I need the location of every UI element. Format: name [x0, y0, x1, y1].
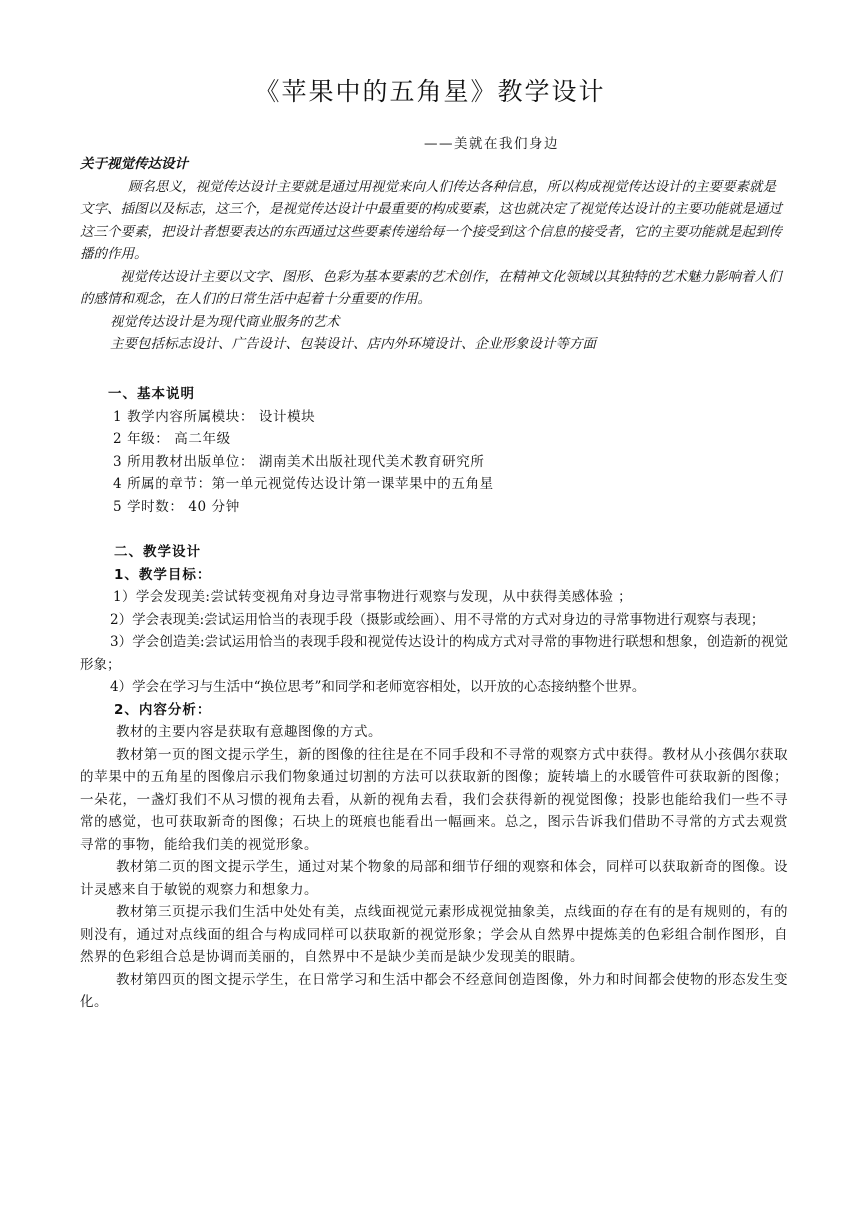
content-paragraph: 教材第一页的图文提示学生，新的图像的往往是在不同手段和不寻常的观察方式中获得。教材从小孩偶尔获取的苹果中的五角星的图像启示我们物象通过切割的方法可以获取新的图像；旋转墙上的水暖管件可获取新的图像；一朵花，一盏灯我们不从习惯的视角去看，从新的视角去看，我们会获得新的视觉图像；投影也能给我们一些不寻常的感觉，也可获取新奇的图像；石块上的斑痕也能看出一幅画来。总之，图示告诉我们借助不寻常的方式去观赏寻常的事物，能给我们美的视觉形象。: [80, 746, 788, 853]
basic-info-item: 2 年级： 高二年级: [113, 431, 231, 447]
basic-info-item: 1 教学内容所属模块： 设计模块: [113, 408, 316, 425]
intro-heading: 关于视觉传达设计: [80, 156, 188, 172]
goal-item: 4）学会在学习与生活中“换位思考”和同学和老师宽容相处，以开放的心态接纳整个世界。: [110, 679, 646, 695]
content-paragraph: 教材第四页的图文提示学生，在日常学习和生活中都会不经意间创造图像，外力和时间都会使物的形态发生变化。: [80, 971, 788, 1010]
goal-item: 1）学会发现美:尝试转变视角对身边寻常事物进行观察与发现，从中获得美感体验 ；: [113, 589, 633, 605]
document-title: 《苹果中的五角星》教学设计: [254, 77, 606, 106]
basic-info-item: 5 学时数： 40 分钟: [113, 498, 240, 515]
content-analysis-heading: 2、内容分析：: [114, 701, 212, 718]
basic-info-item: 4 所属的章节：第一单元视觉传达设计第一课苹果中的五角星: [113, 476, 494, 492]
content-paragraph: 教材第二页的图文提示学生，通过对某个物象的局部和细节仔细的观察和体会，同样可以获取新奇的图像。设计灵感来自于敏锐的观察力和想象力。: [80, 859, 788, 898]
intro-paragraph-3: 视觉传达设计是为现代商业服务的艺术: [110, 313, 340, 330]
teaching-design-section: [80, 541, 788, 1014]
basic-info-section: [80, 383, 788, 518]
goal-item: 2）学会表现美:尝试运用恰当的表现手段（摄影或绘画）、用不寻常的方式对身边的寻常事物进行观察与表现；: [110, 611, 765, 628]
document-subtitle: ——美就在我们身边: [424, 136, 559, 152]
content-paragraph: 教材第三页提示我们生活中处处有美，点线面视觉元素形成视觉抽象美，点线面的存在有的是有规则的，有的则没有，通过对点线面的组合与构成同样可以获取新的视觉形象；学会从自然界中提炼美的色彩组合制作图形，自然界的色彩组合总是协调而美丽的，自然界中不是缺少美而是缺少发现美的眼睛。: [80, 904, 788, 965]
goals-heading: 1、教学目标：: [114, 566, 212, 583]
intro-paragraph-2: 视觉传达设计主要以文字、图形、色彩为基本要素的艺术创作，在精神文化领域以其独特的艺术魅力影响着人们的感情和观念，在人们的日常生活中起着十分重要的作用。: [80, 268, 782, 307]
content-paragraph: 教材的主要内容是获取有意趣图像的方式。: [116, 724, 382, 740]
intro-paragraph-4: 主要包括标志设计、广告设计、包装设计、店内外环境设计、企业形象设计等方面: [110, 336, 596, 352]
intro-paragraph-1: 顾名思义，视觉传达设计主要就是通过用视觉来向人们传达各种信息，所以构成视觉传达设计的主要要素就是文字、插图以及标志，这三个，是视觉传达设计中最重要的构成要素，这也就决定了视觉传达设计的主要功能就是通过这三个要素，把设计者想要表达的东西通过这些要素传递给每一个接受到这个信息的接受者，它的主要功能就是起到传播的作用。: [80, 178, 782, 262]
intro-section: [80, 153, 788, 356]
basic-info-item: 3 所用教材出版单位： 湖南美术出版社现代美术教育研究所: [113, 453, 485, 470]
goal-item: 3）学会创造美:尝试运用恰当的表现手段和视觉传达设计的构成方式对寻常的事物进行联想和想象，创造新的视觉形象；: [80, 634, 788, 673]
teaching-design-heading: 二、教学设计: [114, 544, 201, 560]
basic-info-heading: 一、基本说明: [108, 386, 195, 402]
